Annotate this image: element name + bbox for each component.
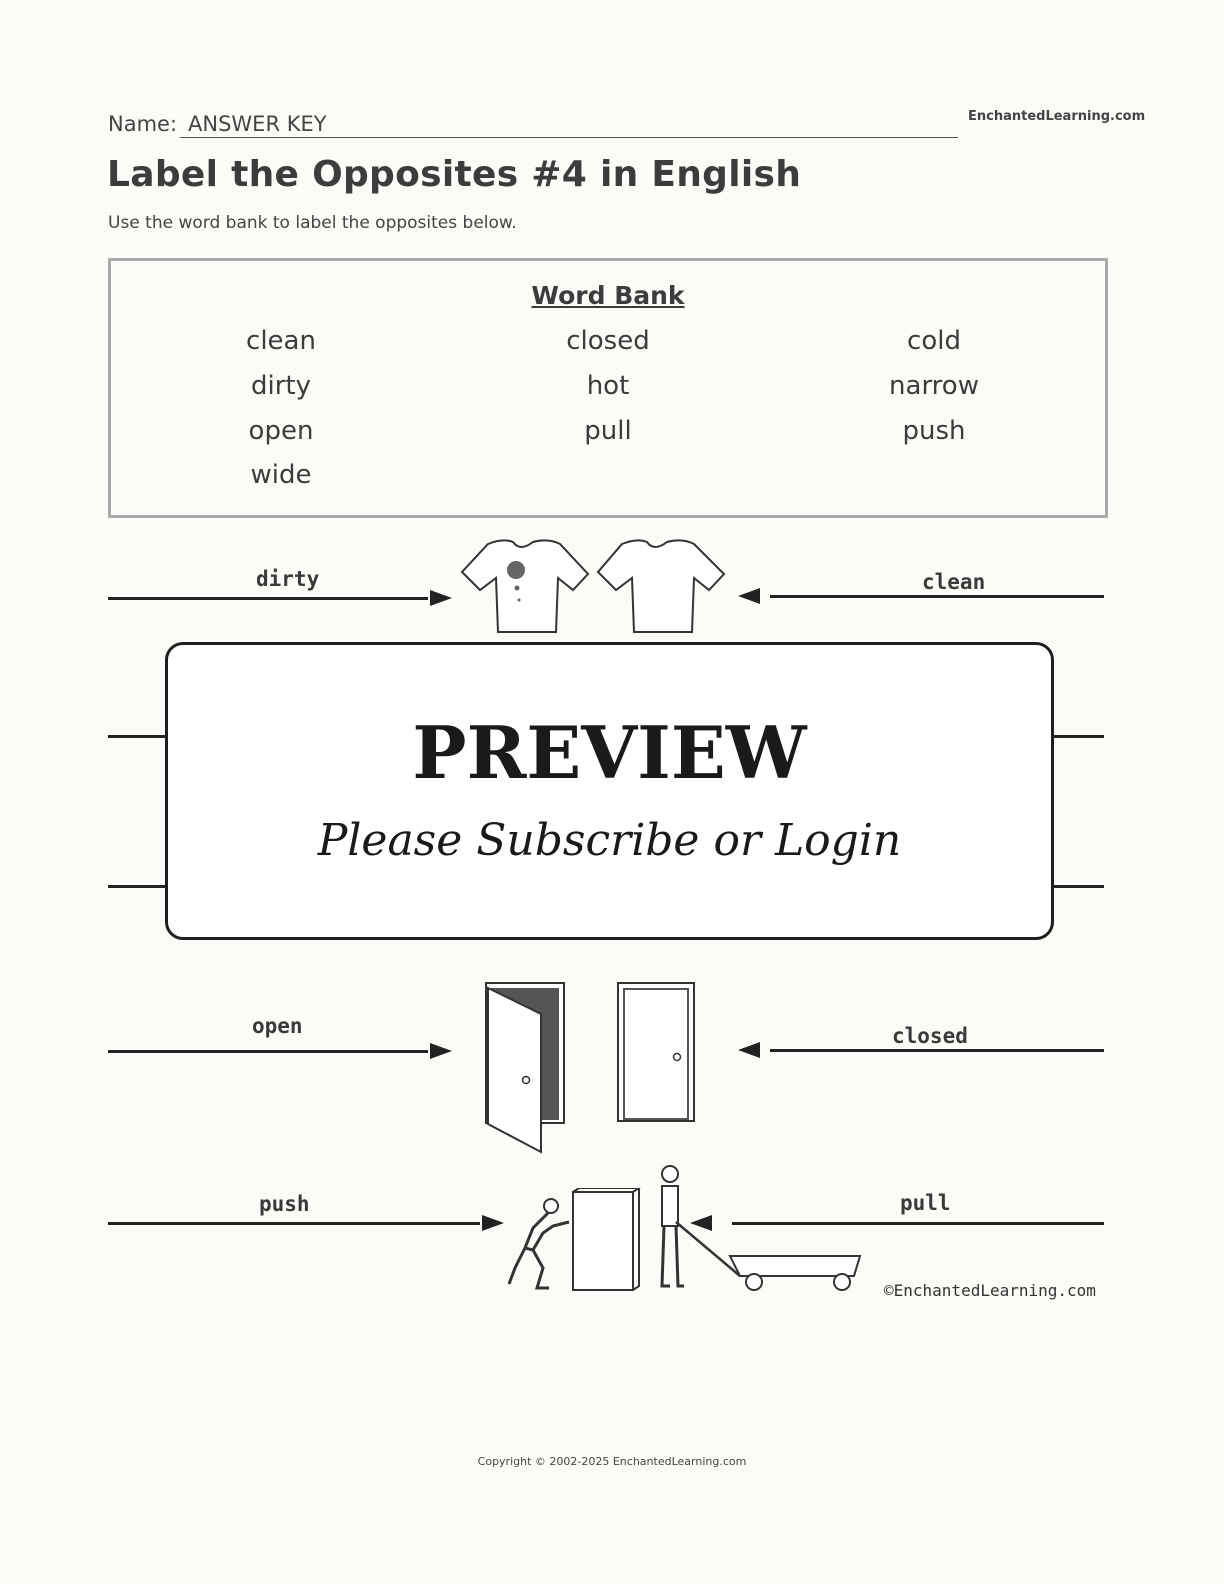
pointer-line bbox=[732, 1222, 1104, 1225]
pointer-line bbox=[108, 885, 168, 888]
word-bank bbox=[108, 258, 1108, 518]
name-value: ANSWER KEY bbox=[188, 112, 327, 136]
name-field[interactable] bbox=[180, 108, 958, 138]
word-bank-word: pull bbox=[584, 416, 632, 446]
pointer-line bbox=[108, 1222, 480, 1225]
pointer-line bbox=[770, 1049, 1104, 1052]
pointer-line bbox=[108, 735, 168, 738]
word-bank-word: narrow bbox=[889, 371, 979, 401]
word-bank-word: cold bbox=[907, 326, 961, 356]
word-bank-word: dirty bbox=[251, 371, 311, 401]
label-left-dirty: dirty bbox=[256, 567, 320, 591]
label-left-push: push bbox=[259, 1192, 310, 1216]
open-door-icon bbox=[483, 980, 569, 1156]
pointer-line bbox=[108, 1050, 428, 1053]
label-right-pull: pull bbox=[900, 1191, 951, 1215]
footer-copyright: Copyright © 2002-2025 EnchantedLearning.com bbox=[477, 1455, 747, 1468]
word-bank-word: clean bbox=[246, 326, 316, 356]
pointer-line bbox=[770, 595, 1104, 598]
person-pulling-wagon-icon bbox=[650, 1162, 864, 1296]
arrow-right-icon bbox=[430, 590, 452, 606]
label-right-clean: clean bbox=[922, 570, 986, 594]
pointer-line bbox=[1050, 735, 1104, 738]
arrow-left-icon bbox=[738, 1042, 760, 1058]
word-bank-word: closed bbox=[566, 326, 650, 356]
site-logo-text: EnchantedLearning.com bbox=[968, 109, 1146, 124]
page-title: Label the Opposites #4 in English bbox=[107, 154, 802, 195]
arrow-right-icon bbox=[430, 1043, 452, 1059]
preview-title: PREVIEW bbox=[412, 710, 807, 795]
instructions: Use the word bank to label the opposites below. bbox=[108, 213, 517, 233]
label-left-open: open bbox=[252, 1014, 303, 1038]
word-bank-title: Word Bank bbox=[531, 281, 685, 310]
arrow-right-icon bbox=[482, 1215, 504, 1231]
arrow-left-icon bbox=[690, 1215, 712, 1231]
subscribe-or-login-link[interactable]: Please Subscribe or Login bbox=[317, 815, 902, 866]
word-bank-word: push bbox=[902, 416, 966, 446]
word-bank-word: wide bbox=[250, 460, 312, 490]
person-pushing-box-icon bbox=[503, 1188, 643, 1298]
name-row bbox=[108, 108, 1108, 142]
name-label: Name: bbox=[108, 112, 178, 136]
preview-overlay[interactable] bbox=[165, 642, 1054, 940]
word-bank-word: open bbox=[248, 416, 314, 446]
image-credit: ©EnchantedLearning.com bbox=[884, 1281, 1096, 1300]
pointer-line bbox=[1050, 885, 1104, 888]
clean-shirt-icon bbox=[594, 538, 734, 636]
pointer-line bbox=[108, 597, 428, 600]
word-bank-word: hot bbox=[586, 371, 630, 401]
label-right-closed: closed bbox=[892, 1024, 968, 1048]
arrow-left-icon bbox=[738, 588, 760, 604]
closed-door-icon bbox=[615, 980, 699, 1124]
